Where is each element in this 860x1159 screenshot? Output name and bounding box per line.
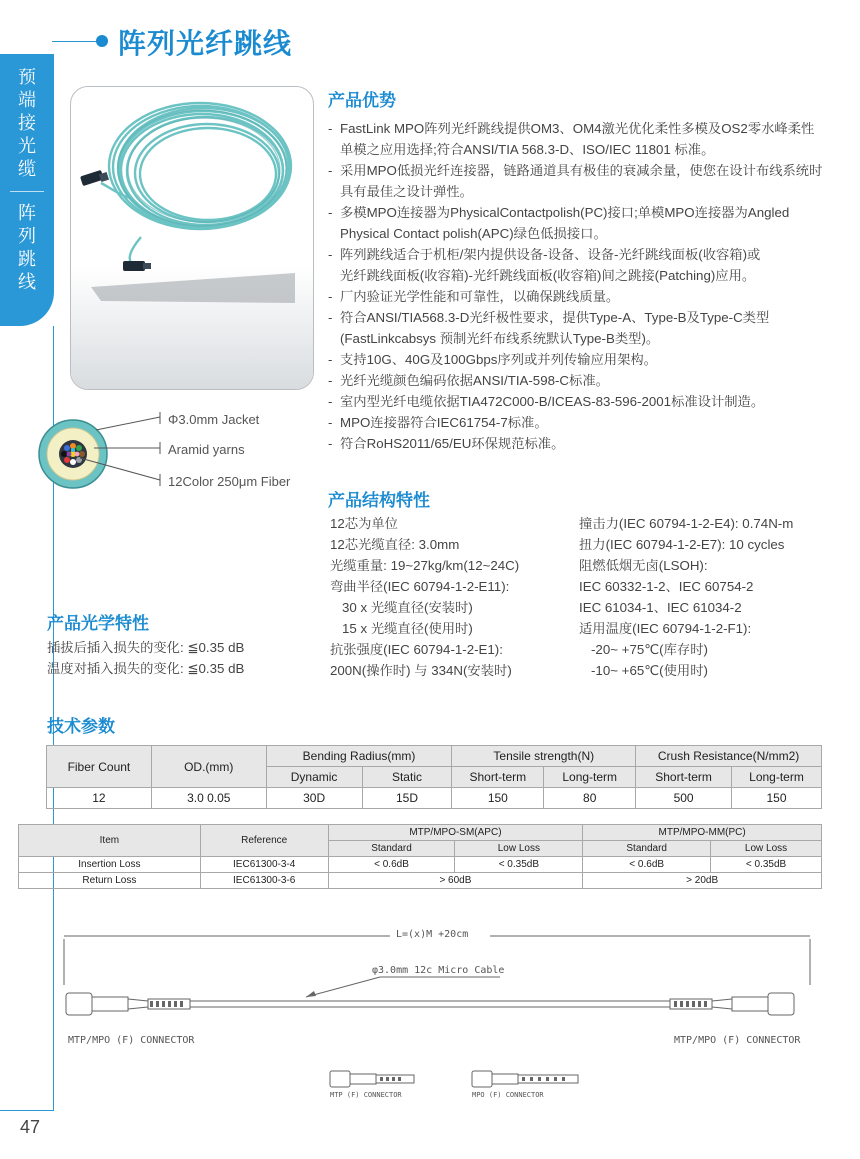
aramid-label: Aramid yarns bbox=[168, 442, 245, 457]
list-item: IEC 60332-1-2、IEC 60754-2 bbox=[579, 579, 754, 594]
header-mm-pc: MTP/MPO-MM(PC) bbox=[583, 825, 822, 841]
subheader-static: Static bbox=[362, 767, 452, 788]
cell-crush-long: 150 bbox=[732, 788, 822, 809]
fiber-label: 12Color 250μm Fiber bbox=[168, 474, 291, 489]
structure-title: 产品结构特性 bbox=[328, 491, 430, 510]
structure-list-left bbox=[330, 513, 519, 681]
optical-list bbox=[47, 637, 244, 679]
mtp-connector-label: MTP (F) CONNECTOR bbox=[330, 1091, 402, 1099]
subheader-low-loss: Low Loss bbox=[455, 841, 583, 857]
list-item: 插拔后插入损失的变化: ≦0.35 dB bbox=[47, 640, 245, 655]
list-item: 12芯为单位 bbox=[330, 516, 398, 531]
cell-crush-short: 500 bbox=[636, 788, 732, 809]
list-item: IEC 61034-1、IEC 61034-2 bbox=[579, 600, 742, 615]
subheader-long-term: Long-term bbox=[544, 767, 636, 788]
assembly-line-drawing bbox=[50, 925, 830, 1105]
subheader-standard: Standard bbox=[328, 841, 455, 857]
list-item: - 光纤光缆颜色编码依据ANSI/TIA-598-C标准。 bbox=[328, 370, 828, 391]
subheader-low-loss: Low Loss bbox=[711, 841, 822, 857]
product-photo bbox=[70, 86, 314, 390]
header-fiber-count: Fiber Count bbox=[47, 746, 152, 788]
header-od: OD.(mm) bbox=[151, 746, 266, 788]
advantages-title: 产品优势 bbox=[328, 91, 396, 110]
cell-od: 3.0 0.05 bbox=[151, 788, 266, 809]
subheader-short-term: Short-term bbox=[636, 767, 732, 788]
header-tensile-strength: Tensile strength(N) bbox=[452, 746, 636, 767]
cell-fiber-count: 12 bbox=[47, 788, 152, 809]
subheader-short-term: Short-term bbox=[452, 767, 544, 788]
list-item: - 阵列跳线适合于机柜/架内提供设备-设备、设备-光纤跳线面板(收容箱)或 光纤跳线面板(收容箱)-光纤跳线面板(收容箱)间之跳接(Patching)应用。 bbox=[328, 244, 828, 286]
side-tab-divider bbox=[10, 191, 44, 192]
list-item: - 符合RoHS2011/65/EU环保规范标准。 bbox=[328, 433, 828, 454]
header-crush-resistance: Crush Resistance(N/mm2) bbox=[636, 746, 822, 767]
cable-spec-table bbox=[46, 745, 822, 809]
cable-assembly-drawing bbox=[50, 925, 830, 1105]
left-connector-label: MTP/MPO (F) CONNECTOR bbox=[68, 1035, 195, 1046]
list-item: 光缆重量: 19~27kg/km(12~24C) bbox=[330, 558, 520, 573]
list-item: 弯曲半径(IEC 60794-1-2-E11): bbox=[330, 579, 510, 594]
header-sm-apc: MTP/MPO-SM(APC) bbox=[328, 825, 583, 841]
list-item: 12芯光缆直径: 3.0mm bbox=[330, 537, 460, 552]
list-item: -10~ +65℃(使用时) bbox=[591, 663, 708, 678]
advantages-list bbox=[328, 118, 828, 454]
coiled-cable-image bbox=[71, 87, 314, 390]
table-row bbox=[47, 788, 822, 809]
header-bending-radius: Bending Radius(mm) bbox=[266, 746, 452, 767]
list-item: - FastLink MPO阵列光纤跳线提供OM3、OM4激光优化柔性多模及OS2零水峰柔性 单模之应用选择;符合ANSI/TIA 568.3-D、ISO/IEC 11801 标准。 bbox=[328, 118, 828, 160]
header-reference: Reference bbox=[200, 825, 328, 857]
length-dimension-label: L=(x)M +20cm bbox=[396, 929, 469, 940]
header-item: Item bbox=[19, 825, 201, 857]
list-item: 抗张强度(IEC 60794-1-2-E1): bbox=[330, 642, 503, 657]
cell-static: 15D bbox=[362, 788, 452, 809]
structure-list-right bbox=[579, 513, 793, 681]
list-item: 扭力(IEC 60794-1-2-E7): 10 cycles bbox=[579, 537, 785, 552]
tech-params-title: 技术参数 bbox=[47, 717, 115, 736]
side-category-tab bbox=[0, 54, 54, 326]
list-item: - 厂内验证光学性能和可靠性，以确保跳线质量。 bbox=[328, 286, 828, 307]
page-title: 阵列光纤跳线 bbox=[118, 28, 293, 59]
category-label-array-patch: 阵 列 跳 线 bbox=[18, 203, 36, 292]
list-item: 200N(操作时) 与 334N(安装时) bbox=[330, 663, 512, 678]
list-item: 温度对插入损失的变化: ≦0.35 dB bbox=[47, 661, 245, 676]
list-item: 适用温度(IEC 60794-1-2-F1): bbox=[579, 621, 752, 636]
cable-cross-section bbox=[36, 408, 306, 504]
subheader-long-term: Long-term bbox=[732, 767, 822, 788]
page-number: 47 bbox=[20, 1117, 41, 1137]
page-number-rule bbox=[0, 1110, 54, 1111]
cable-label: φ3.0mm 12c Micro Cable bbox=[372, 965, 505, 976]
optical-title: 产品光学特性 bbox=[47, 614, 149, 633]
list-item: - 室内型光纤电缆依据TIA472C000-B/ICEAS-83-596-2001标准设计制造。 bbox=[328, 391, 828, 412]
list-item: 30 x 光缆直径(安装时) bbox=[342, 600, 473, 615]
mpo-connector-label: MPO (F) CONNECTOR bbox=[472, 1091, 544, 1099]
list-item: - MPO连接器符合IEC61754-7标准。 bbox=[328, 412, 828, 433]
list-item: 15 x 光缆直径(使用时) bbox=[342, 621, 473, 636]
list-item: 阻燃低烟无卤(LSOH): bbox=[579, 558, 708, 573]
jacket-label: Φ3.0mm Jacket bbox=[168, 412, 260, 427]
list-item: - 采用MPO低损光纤连接器，链路通道具有极佳的衰减余量，使您在设计布线系统时 具有最佳之设计弹性。 bbox=[328, 160, 828, 202]
cell-dynamic: 30D bbox=[266, 788, 362, 809]
list-item: -20~ +75℃(库存时) bbox=[591, 642, 708, 657]
category-label-prefab-cable: 预 端 接 光 缆 bbox=[18, 67, 36, 179]
cell-tensile-long: 80 bbox=[544, 788, 636, 809]
table-row: Return Loss IEC61300-3-6 > 60dB > 20dB bbox=[19, 873, 822, 889]
header-rule bbox=[52, 41, 100, 42]
title-bullet-icon bbox=[96, 35, 108, 47]
list-item: - 多模MPO连接器为PhysicalContactpolish(PC)接口;单模MPO连接器为Angled Physical Contact polish(APC)绿色低损接口。 bbox=[328, 202, 828, 244]
optical-performance-table bbox=[18, 824, 822, 889]
subheader-standard: Standard bbox=[583, 841, 711, 857]
right-connector-label: MTP/MPO (F) CONNECTOR bbox=[674, 1035, 801, 1046]
list-item: - 支持10G、40G及100Gbps序列或并列传输应用架构。 bbox=[328, 349, 828, 370]
subheader-dynamic: Dynamic bbox=[266, 767, 362, 788]
list-item: 撞击力(IEC 60794-1-2-E4): 0.74N-m bbox=[579, 516, 794, 531]
cell-tensile-short: 150 bbox=[452, 788, 544, 809]
table-row: Insertion Loss IEC61300-3-4 < 0.6dB < 0.35dB < 0.6dB < 0.35dB bbox=[19, 857, 822, 873]
list-item: - 符合ANSI/TIA568.3-D光纤极性要求，提供Type-A、Type-B及Type-C类型 (FastLinkcabsys 预制光纤布线系统默认Type-B类型)。 bbox=[328, 307, 828, 349]
